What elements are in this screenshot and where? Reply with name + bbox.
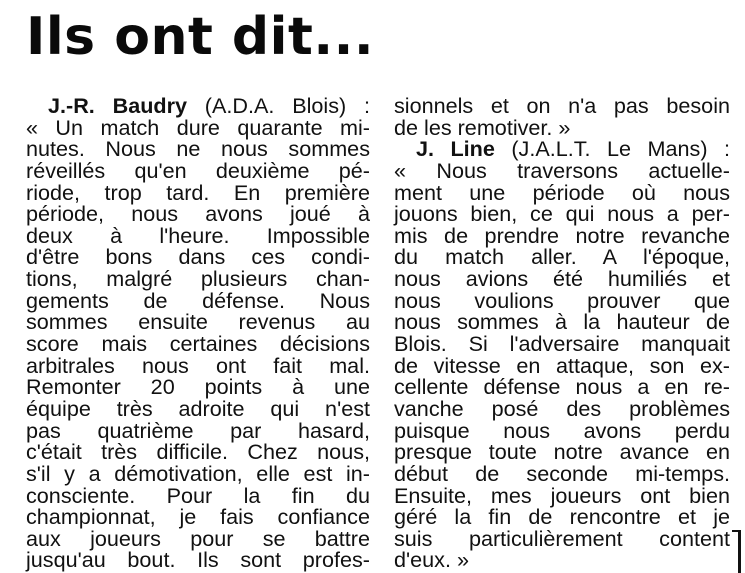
text-line: presque toute notre avance en bbox=[394, 439, 730, 465]
text-line: de vitesse en attaque, son ex- bbox=[394, 352, 730, 378]
text-line: de les remotiver. » bbox=[394, 114, 571, 140]
text-line: Ensuite, mes joueurs ont bien bbox=[394, 482, 730, 508]
text-line: début de seconde mi-temps. bbox=[394, 460, 730, 486]
text-line: cellente défense nous a en re- bbox=[394, 374, 730, 400]
text-line: jouons bien, ce qui nous a per- bbox=[394, 201, 730, 227]
right-column bbox=[394, 95, 730, 571]
text-line: géré la fin de rencontre et je bbox=[394, 504, 730, 530]
text-line: jusqu'au bout. Ils sont profes- bbox=[26, 547, 370, 573]
headline: Ils ont dit... bbox=[26, 7, 375, 67]
text-line: « Un match dure quarante mi- bbox=[26, 114, 370, 140]
text-line: d'eux. » bbox=[394, 547, 469, 573]
text-line: sommes ensuite revenus au bbox=[26, 309, 370, 335]
text-line: Blois. Si l'adversaire manquait bbox=[394, 331, 730, 357]
text-line: deux à l'heure. Impossible bbox=[26, 222, 370, 248]
speaker-club: (J.A.L.T. Le Mans) : bbox=[494, 136, 730, 162]
text-line: consciente. Pour la fin du bbox=[26, 482, 370, 508]
text-line: suis particulièrement content bbox=[394, 525, 730, 551]
text-line: nous sommes à la hauteur de bbox=[394, 309, 730, 335]
text-line: « Nous traversons actuelle- bbox=[394, 157, 730, 183]
text-line: s'il y a démotivation, elle est in- bbox=[26, 460, 370, 486]
text-line: gements de défense. Nous bbox=[26, 287, 370, 313]
speaker-name: J. Line bbox=[416, 136, 495, 162]
text-line: c'était très difficile. Chez nous, bbox=[26, 439, 370, 465]
text-line: période, nous avons joué à bbox=[26, 201, 370, 227]
left-column bbox=[26, 95, 370, 571]
text-line: nous voulions prouver que bbox=[394, 287, 730, 313]
text-line: Remonter 20 points à une bbox=[26, 374, 370, 400]
text-line: tions, malgré plusieurs chan- bbox=[26, 266, 370, 292]
text-line: aux joueurs pour se battre bbox=[26, 525, 370, 551]
text-line: ment une période où nous bbox=[394, 179, 730, 205]
text-line: championnat, je fais confiance bbox=[26, 504, 370, 530]
text-line: riode, trop tard. En première bbox=[26, 179, 370, 205]
text-line: puisque nous avons perdu bbox=[394, 417, 730, 443]
text-line: score mais certaines décisions bbox=[26, 331, 370, 357]
text-line: arbitrales nous ont fait mal. bbox=[26, 352, 370, 378]
text-line: sionnels et on n'a pas besoin bbox=[394, 93, 730, 118]
text-line: du match aller. A l'époque, bbox=[394, 244, 730, 270]
text-line: réveillés qu'en deuxième pé- bbox=[26, 157, 370, 183]
speaker-club: (A.D.A. Blois) : bbox=[187, 93, 370, 118]
quote-attribution-line bbox=[394, 138, 730, 160]
text-line: d'être bons dans ces condi- bbox=[26, 244, 370, 270]
speaker-name: J.-R. Baudry bbox=[48, 93, 187, 118]
text-line: nutes. Nous ne nous sommes bbox=[26, 136, 370, 162]
text-line: vanche posé des problèmes bbox=[394, 395, 730, 421]
crop-mark bbox=[738, 530, 741, 573]
text-line: mis de prendre notre revanche bbox=[394, 222, 730, 248]
quote-attribution-baudry bbox=[26, 95, 370, 117]
text-line: équipe très adroite qui n'est bbox=[26, 395, 370, 421]
text-line: pas quatrième par hasard, bbox=[26, 417, 370, 443]
text-line: nous avions été humiliés et bbox=[394, 266, 730, 292]
crop-mark bbox=[732, 530, 741, 532]
